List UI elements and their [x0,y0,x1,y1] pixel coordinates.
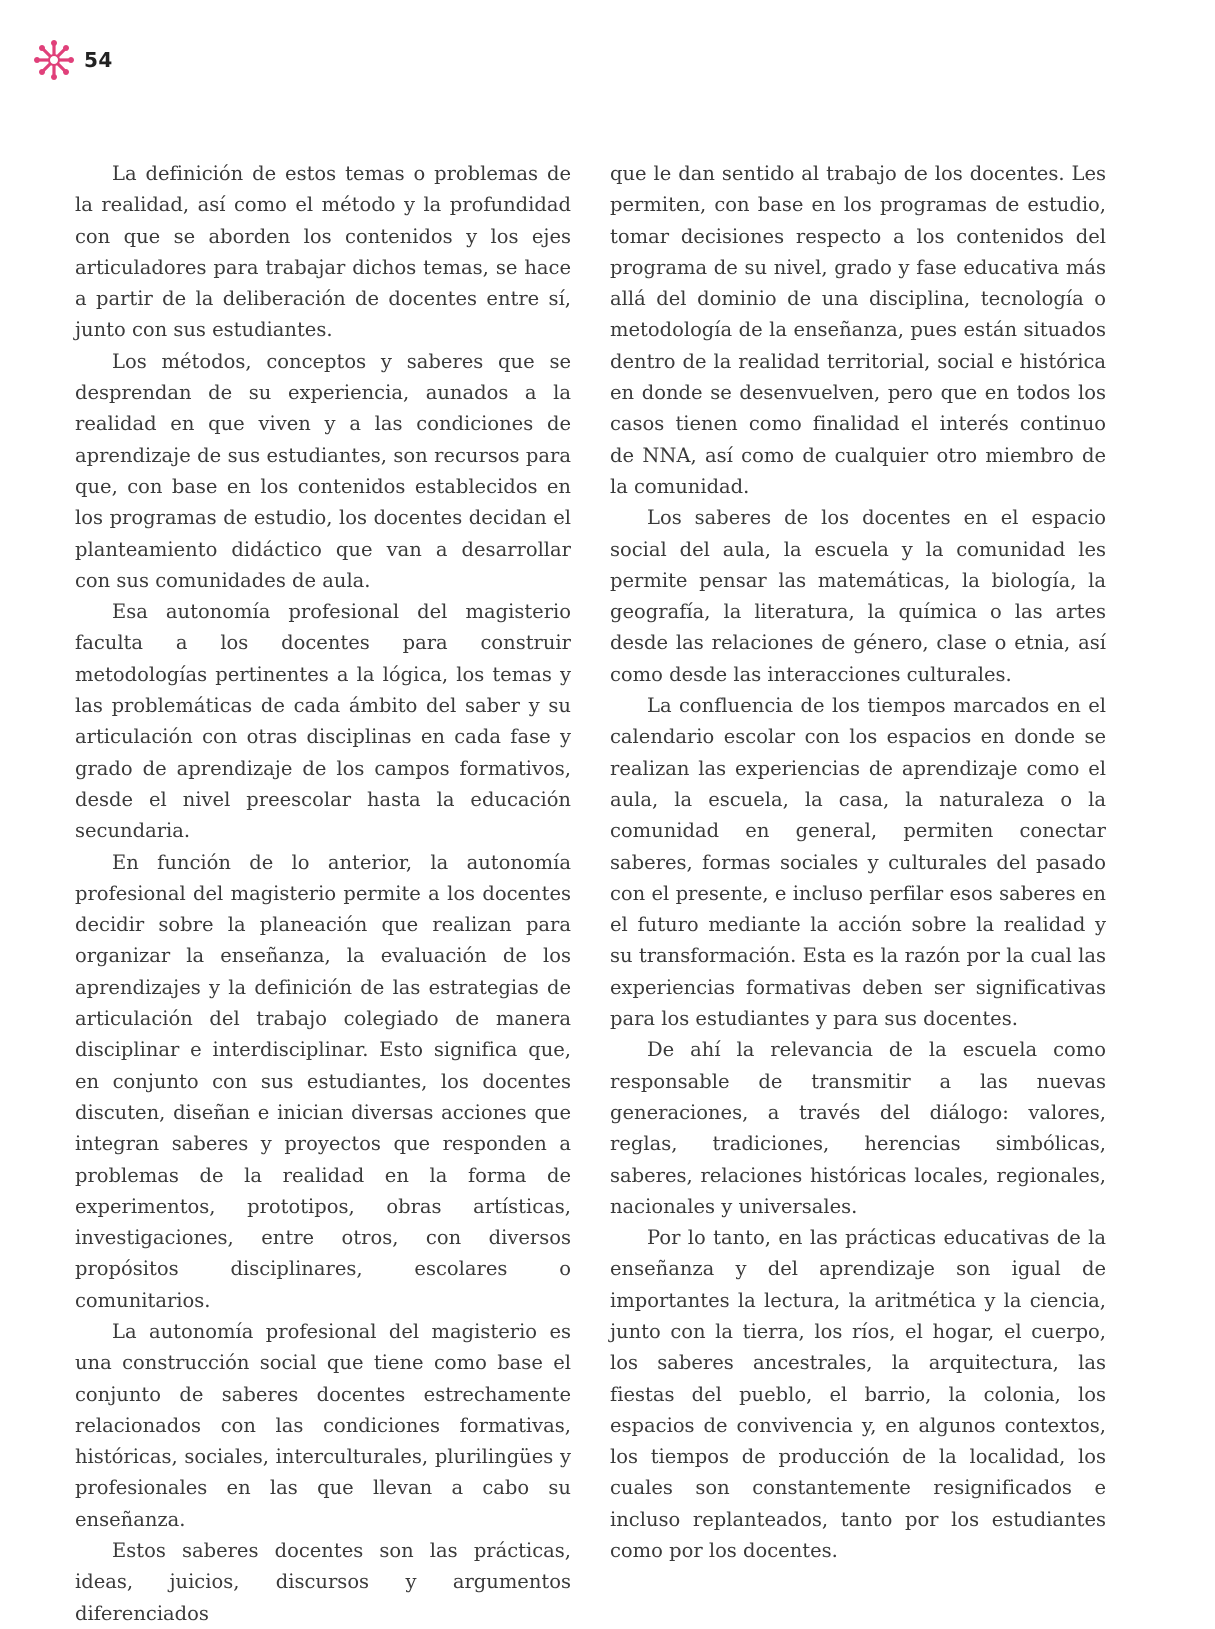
paragraph: Estos saberes docentes son las prácticas, ideas, juicios, discursos y argumentos diferenciados [75,1539,571,1625]
paragraph-continuation: que le dan sentido al trabajo de los docentes. Les permiten, con base en los programas de estudio, tomar decisiones respecto a los contenidos del programa de su nivel, grado y fase educativa más allá del dominio de una disciplina, tecnología o metodología de la enseñanza, pues están situados dentro de la realidad territorial, social e histórica en donde se desenvuelven, pero que en todos los casos tienen como finalidad el interés continuo de NNA, así como de cualquier otro miembro de la comunidad. [610,162,1106,498]
right-column [610,158,1106,1566]
paragraph: La autonomía profesional del magisterio es una construcción social que tiene como base el conjunto de saberes docentes estrechamente relacionados con las condiciones formativas, históricas, sociales, interculturales, plurilingües y profesionales en las que llevan a cabo su enseñanza. [75,1319,571,1531]
paragraph: La definición de estos temas o problemas de la realidad, así como el método y la profundidad con que se aborden los contenidos y los ejes articuladores para trabajar dichos temas, se hace a partir de la deliberación de docentes entre sí, junto con sus estudiantes. [75,162,571,342]
page-number: 54 [84,48,113,72]
paragraph: La confluencia de los tiempos marcados en el calendario escolar con los espacios en donde se realizan las experiencias de aprendizaje como el aula, la escuela, la casa, la naturaleza o la comunidad en general, permiten conectar saberes, formas sociales y culturales del pasado con el presente, e incluso perfilar esos saberes en el futuro mediante la acción sobre la realidad y su transformación. Esta es la razón por la cual las experiencias formativas deben ser significativas para los estudiantes y para sus docentes. [610,694,1106,1031]
paragraph: Por lo tanto, en las prácticas educativas de la enseñanza y del aprendizaje son igual de importantes la lectura, la aritmética y la ciencia, junto con la tierra, los ríos, el hogar, el cuerpo, los saberes ancestrales, la arquitectura, las fiestas del pueblo, el barrio, la colonia, los espacios de convivencia y, en algunos contextos, los tiempos de producción de la localidad, los cuales son constantemente resignificados e incluso replanteados, tanto por los estudiantes como por los docentes. [610,1226,1106,1563]
paragraph: De ahí la relevancia de la escuela como responsable de transmitir a las nuevas generaciones, a través del diálogo: valores, reglas, tradiciones, herencias simbólicas, saberes, relaciones históricas locales, regionales, nacionales y universales. [610,1038,1106,1218]
paragraph: Los métodos, conceptos y saberes que se desprendan de su experiencia, aunados a la realidad en que viven y a las condiciones de aprendizaje de sus estudiantes, son recursos para que, con base en los contenidos establecidos en los programas de estudio, los docentes decidan el planteamiento didáctico que van a desarrollar con sus comunidades de aula. [75,349,571,592]
paragraph: Esa autonomía profesional del magisterio faculta a los docentes para construir metodologías pertinentes a la lógica, los temas y las problemáticas de cada ámbito del saber y su articulación con otras disciplinas en cada fase y grado de aprendizaje de los campos formativos, desde el nivel preescolar hasta la educación secundaria. [75,600,571,843]
page-header [34,38,113,82]
asterisk-flower-icon [34,40,74,80]
paragraph: En función de lo anterior, la autonomía profesional del magisterio permite a los docentes decidir sobre la planeación que realizan para organizar la enseñanza, la evaluación de los aprendizajes y la definición de las estrategias de articulación del trabajo colegiado de manera disciplinar e interdisciplinar. Esto significa que, en conjunto con sus estudiantes, los docentes discuten, diseñan e inician diversas acciones que integran saberes y proyectos que responden a problemas de la realidad en la forma de experimentos, prototipos, obras artísticas, investigaciones, entre otros, con diversos propósitos disciplinares, escolares o comunitarios. [75,850,571,1312]
left-column [75,158,571,1629]
paragraph: Los saberes de los docentes en el espacio social del aula, la escuela y la comunidad les permite pensar las matemáticas, la biología, la geografía, la literatura, la química o las artes desde las relaciones de género, clase o etnia, así como desde las interacciones culturales. [610,506,1106,686]
